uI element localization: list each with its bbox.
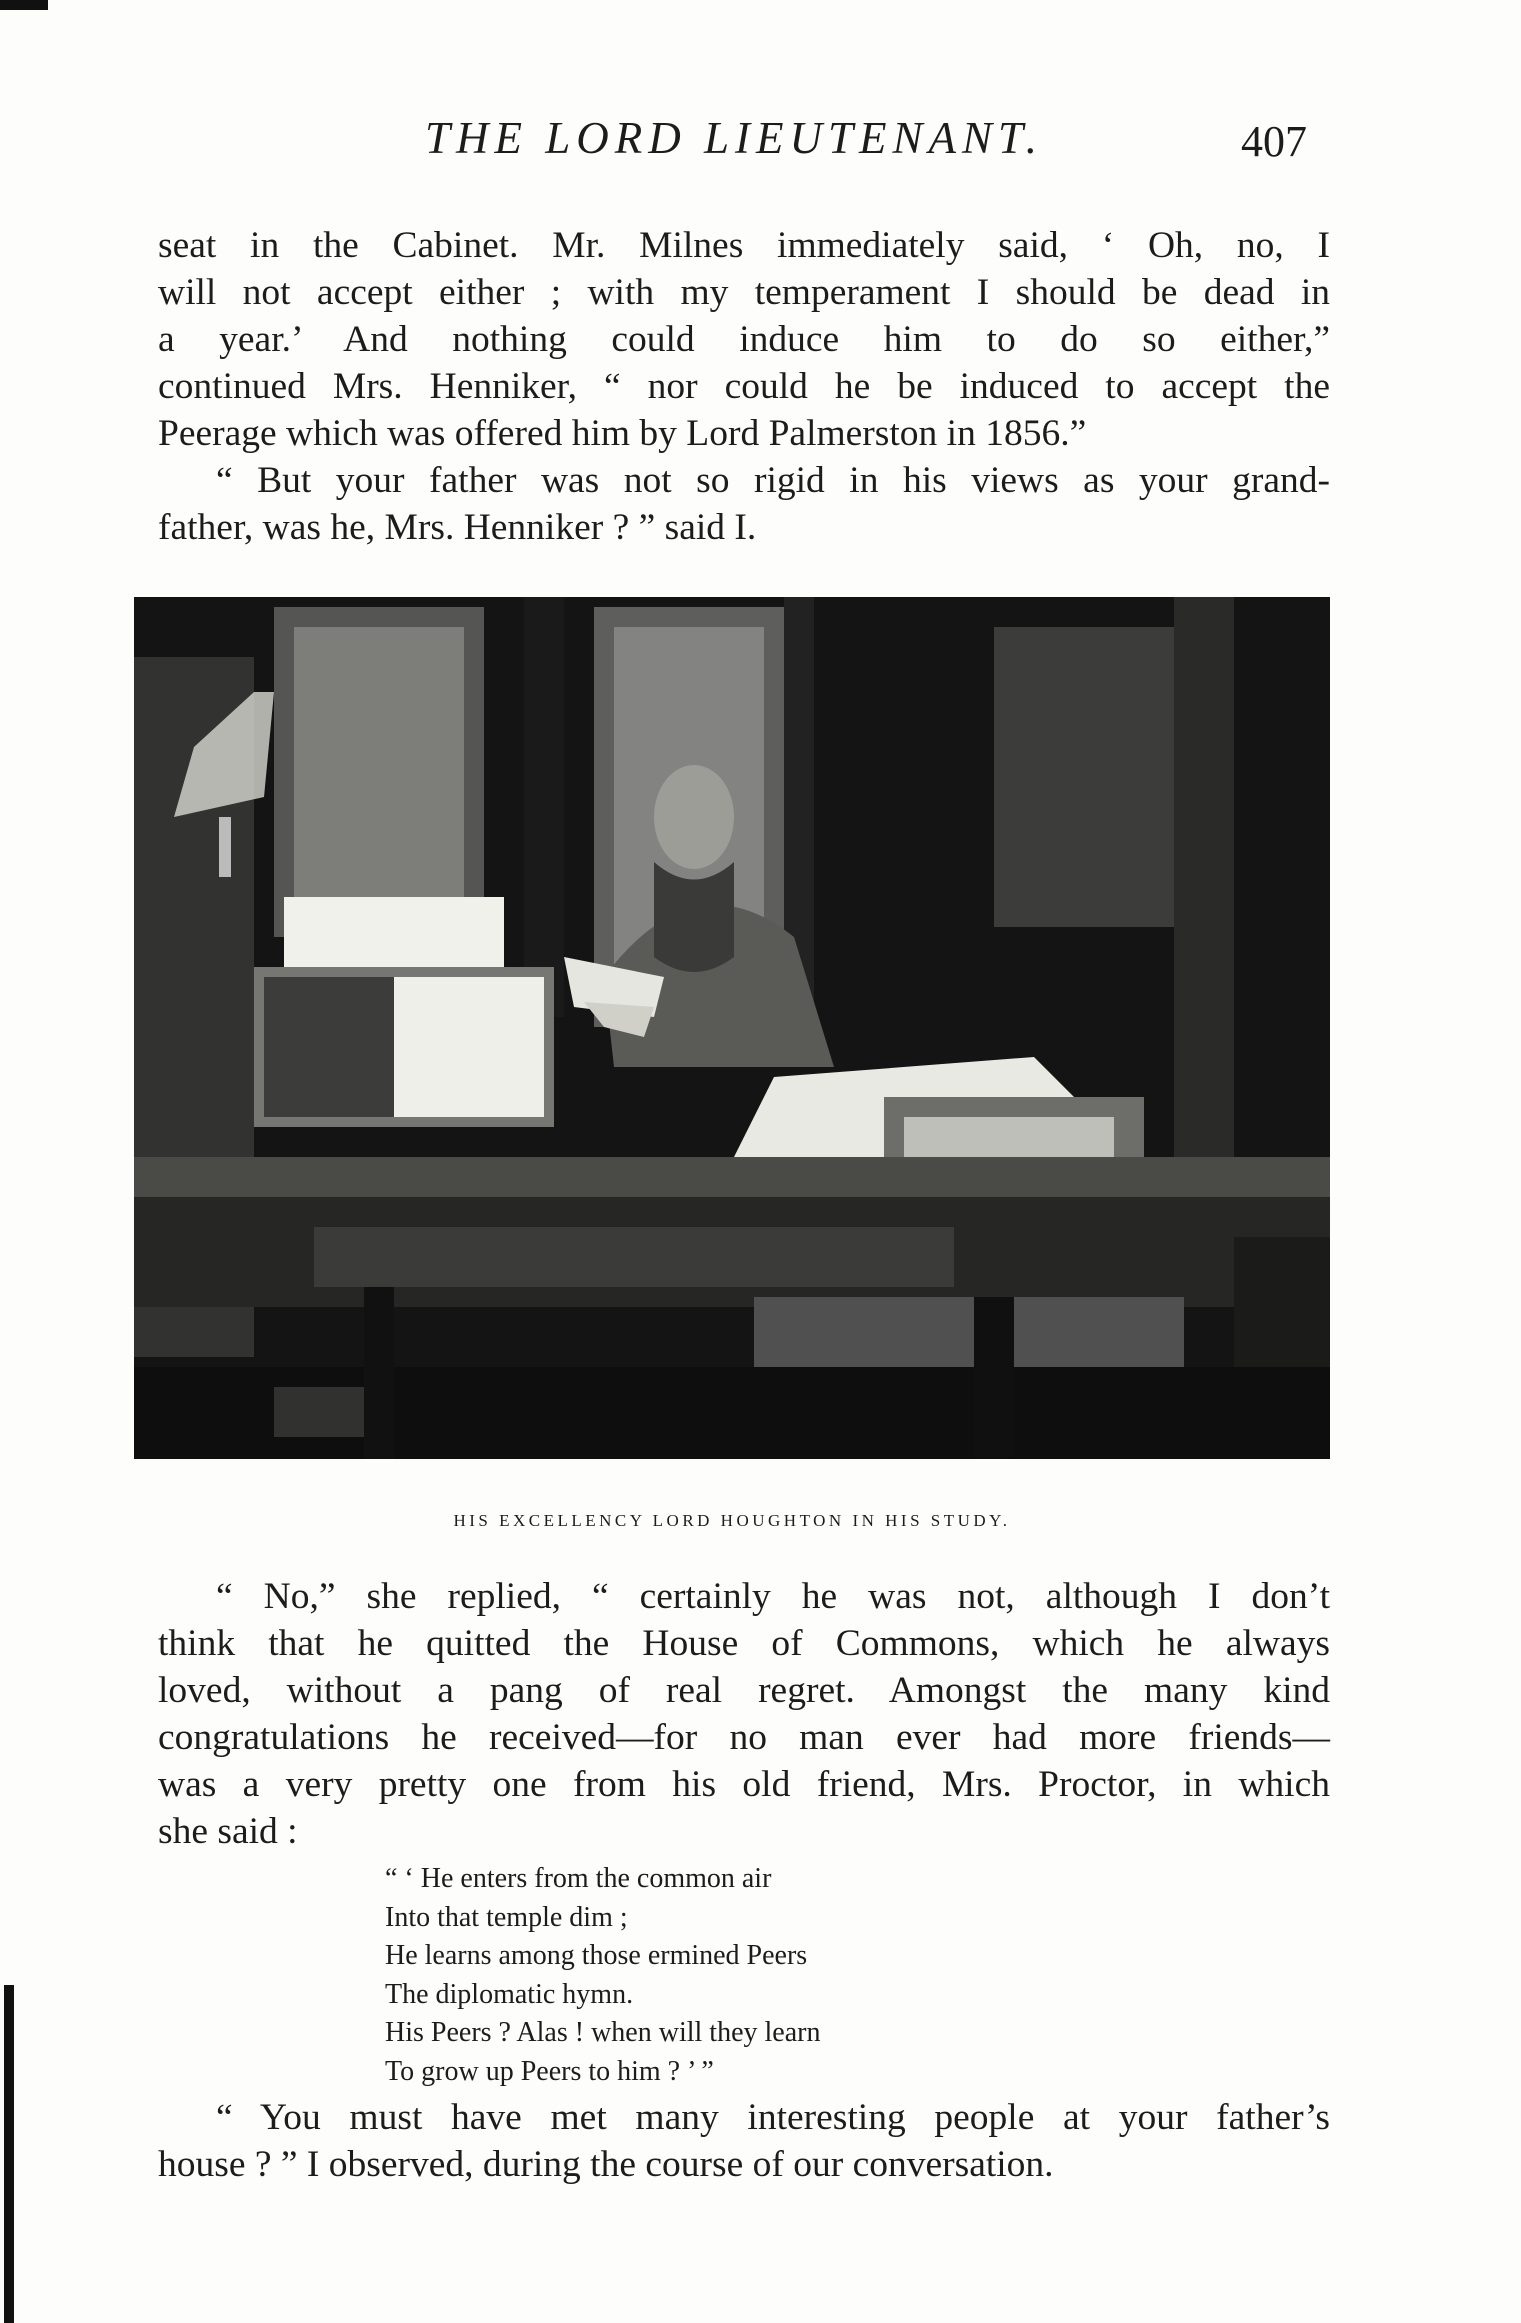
poem-line: The diplomatic hymn. — [385, 1978, 634, 2010]
running-head: THE LORD LIEUTENANT. — [425, 113, 1043, 163]
poem-line: His Peers ? Alas ! when will they learn — [385, 2017, 821, 2048]
text-line: “ You must have met many interesting people at your father’s — [216, 2097, 1330, 2138]
figure-caption: HIS EXCELLENCY LORD HOUGHTON IN HIS STUDY. — [453, 1511, 1011, 1530]
poem-line: “ ‘ He enters from the common air — [385, 1863, 772, 1894]
paragraph-1 — [158, 222, 1330, 551]
text-line: father, was he, Mrs. Henniker ? ” said I. — [158, 507, 757, 548]
text-line: “ But your father was not so rigid in his views as your grand- — [216, 460, 1330, 501]
study-photograph — [134, 597, 1330, 1459]
poem-line: To grow up Peers to him ? ’ ” — [385, 2055, 714, 2087]
scan-edge-mark — [0, 0, 48, 10]
text-line: loved, without a pang of real regret. Amongst the many kind — [158, 1670, 1330, 1711]
photograph-illustration — [134, 597, 1330, 1459]
page-number: 407 — [1241, 117, 1307, 166]
text-line: a year.’ And nothing could induce him to do so either,” — [158, 319, 1330, 360]
poem-line: Into that temple dim ; — [385, 1901, 628, 1933]
text-line: will not accept either ; with my temperament I should be dead in — [158, 272, 1330, 313]
text-line: congratulations he received—for no man ever had more friends— — [158, 1717, 1330, 1758]
scan-edge-mark — [4, 1985, 14, 2323]
paragraph-3 — [158, 2094, 1330, 2188]
text-line: Peerage which was offered him by Lord Palmerston in 1856.” — [158, 413, 1087, 454]
poem-line: He learns among those ermined Peers — [385, 1940, 808, 1971]
text-line: “ No,” she replied, “ certainly he was not, although I don’t — [216, 1576, 1330, 1617]
text-line: think that he quitted the House of Commons, which he always — [158, 1623, 1330, 1664]
text-line: seat in the Cabinet. Mr. Milnes immediately said, ‘ Oh, no, I — [158, 225, 1330, 266]
page-header — [160, 112, 1335, 172]
poem-quotation — [385, 1860, 1085, 2091]
text-line: continued Mrs. Henniker, “ nor could he be induced to accept the — [158, 366, 1330, 407]
paragraph-2 — [158, 1573, 1330, 1855]
text-line: house ? ” I observed, during the course of our conversation. — [158, 2144, 1054, 2185]
text-line: she said : — [158, 1811, 298, 1852]
text-line: was a very pretty one from his old friend, Mrs. Proctor, in which — [158, 1764, 1330, 1805]
